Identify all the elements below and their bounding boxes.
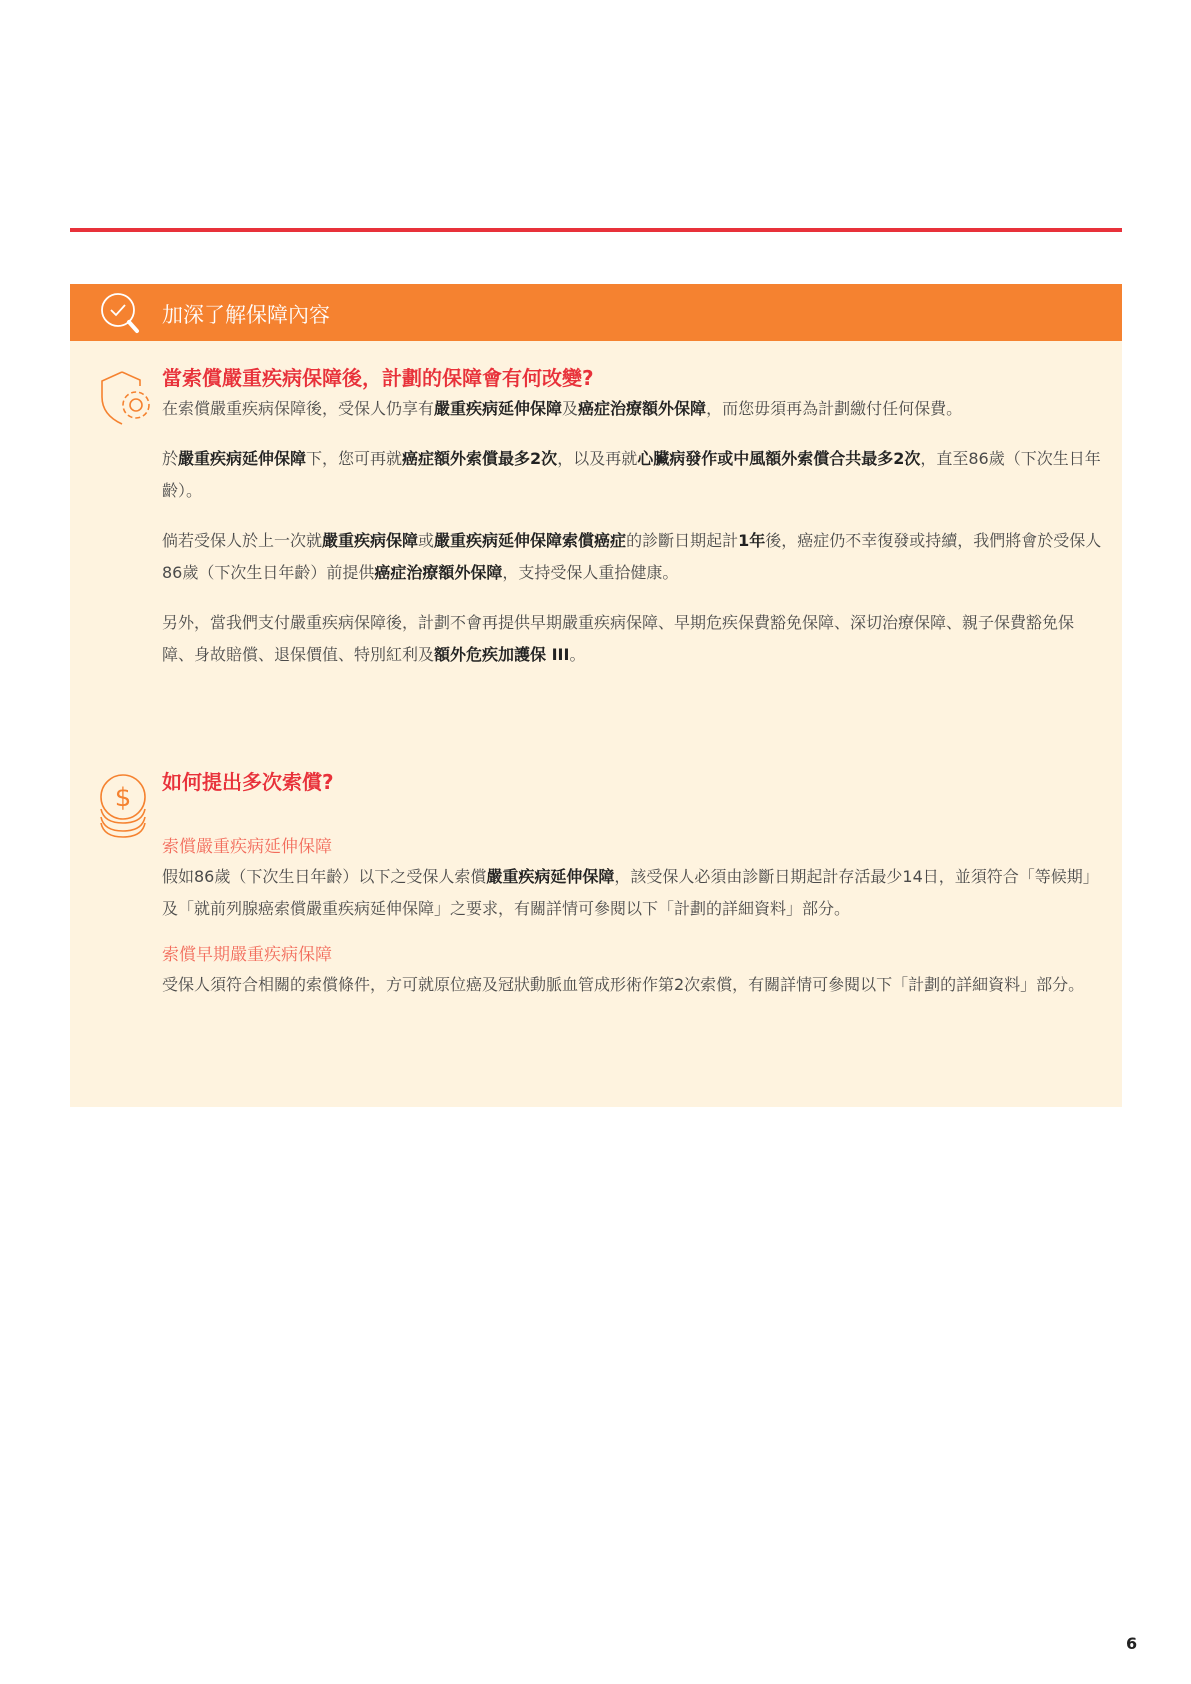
text: 受保人須符合相關的索償條件，方可就原位癌及冠狀動脈血管成形術作第2次索償，有關詳情可參閱以下「計劃的詳細資料」部分。: [162, 975, 1085, 994]
paragraph: [162, 443, 1102, 507]
text: 倘若受保人於上一次就: [162, 531, 323, 550]
multiple-claims-title: 如何提出多次索償?: [162, 770, 334, 794]
text: ，支持受保人重拾健康。: [502, 563, 679, 582]
text: 及: [562, 399, 579, 418]
text: 後，癌症仍不幸復發或持續，我們將會於受保人86歲（下次生日年齡）前提供: [162, 531, 1102, 582]
text: ，以及再就: [557, 449, 638, 468]
paragraph: [162, 861, 1102, 925]
text: 。: [569, 645, 586, 664]
bold-text: 嚴重疾病延伸保障: [434, 399, 563, 418]
text: 在索償嚴重疾病保障後，受保人仍享有: [162, 399, 435, 418]
bold-text: 額外危疾加護保 III: [434, 645, 570, 664]
subheading: 索償嚴重疾病延伸保障: [162, 837, 332, 857]
text: 的診斷日期起計: [626, 531, 739, 550]
coverage-changes-title: 當索償嚴重疾病保障後，計劃的保障會有何改變?: [162, 366, 594, 390]
paragraph: [162, 969, 1102, 1001]
bold-text: 心臟病發作或中風額外索償合共最多2次: [637, 449, 921, 468]
section-header-title: 加深了解保障內容: [162, 303, 330, 327]
subheading: 索償早期嚴重疾病保障: [162, 945, 332, 965]
section-multiple-claims: [162, 767, 1102, 1001]
paragraph: [162, 393, 1102, 425]
paragraph: [162, 607, 1102, 671]
text: 另外，當我們支付嚴重疾病保障後，計劃不會再提供早期嚴重疾病保障、早期危疾保費豁免保障、深切治療保障、親子保費豁免保障、身故賠償、退保價值、特別紅利及: [162, 613, 1075, 664]
section-coverage-changes: [162, 363, 1102, 671]
coins-dollar-icon: [98, 773, 148, 839]
content-panel: [70, 341, 1122, 1107]
bold-text: 嚴重疾病延伸保障索償癌症: [434, 531, 627, 550]
bold-text: 癌症治療額外保障: [578, 399, 707, 418]
page-number: 6: [1126, 1634, 1138, 1653]
text: ，而您毋須再為計劃繳付任何保費。: [706, 399, 963, 418]
text: ，該受保人必須由診斷日期起計存活最少14日，並須符合「等候期」及「就前列腺癌索償嚴重疾病延伸保障」之要求，有關詳情可參閱以下「計劃的詳細資料」部分。: [162, 867, 1099, 918]
section-header: [70, 284, 1122, 341]
bold-text: 嚴重疾病延伸保障: [486, 867, 615, 886]
bold-text: 嚴重疾病保障: [322, 531, 419, 550]
bold-text: 癌症治療額外保障: [374, 563, 503, 582]
svg-text:$: $: [114, 783, 132, 813]
shield-gear-icon: [98, 369, 154, 427]
magnifier-check-icon: [98, 290, 146, 338]
text: 假如86歲（下次生日年齡）以下之受保人索償: [162, 867, 487, 886]
top-divider: [70, 228, 1122, 232]
text: 或: [418, 531, 435, 550]
bold-text: 1年: [738, 531, 766, 550]
paragraph: [162, 525, 1102, 589]
bold-text: 癌症額外索償最多2次: [402, 449, 558, 468]
bold-text: 嚴重疾病延伸保障: [178, 449, 307, 468]
text: 下，您可再就: [306, 449, 403, 468]
text: ，直至86歲（下次生日年齡）。: [162, 449, 1101, 500]
text: 於: [162, 449, 179, 468]
